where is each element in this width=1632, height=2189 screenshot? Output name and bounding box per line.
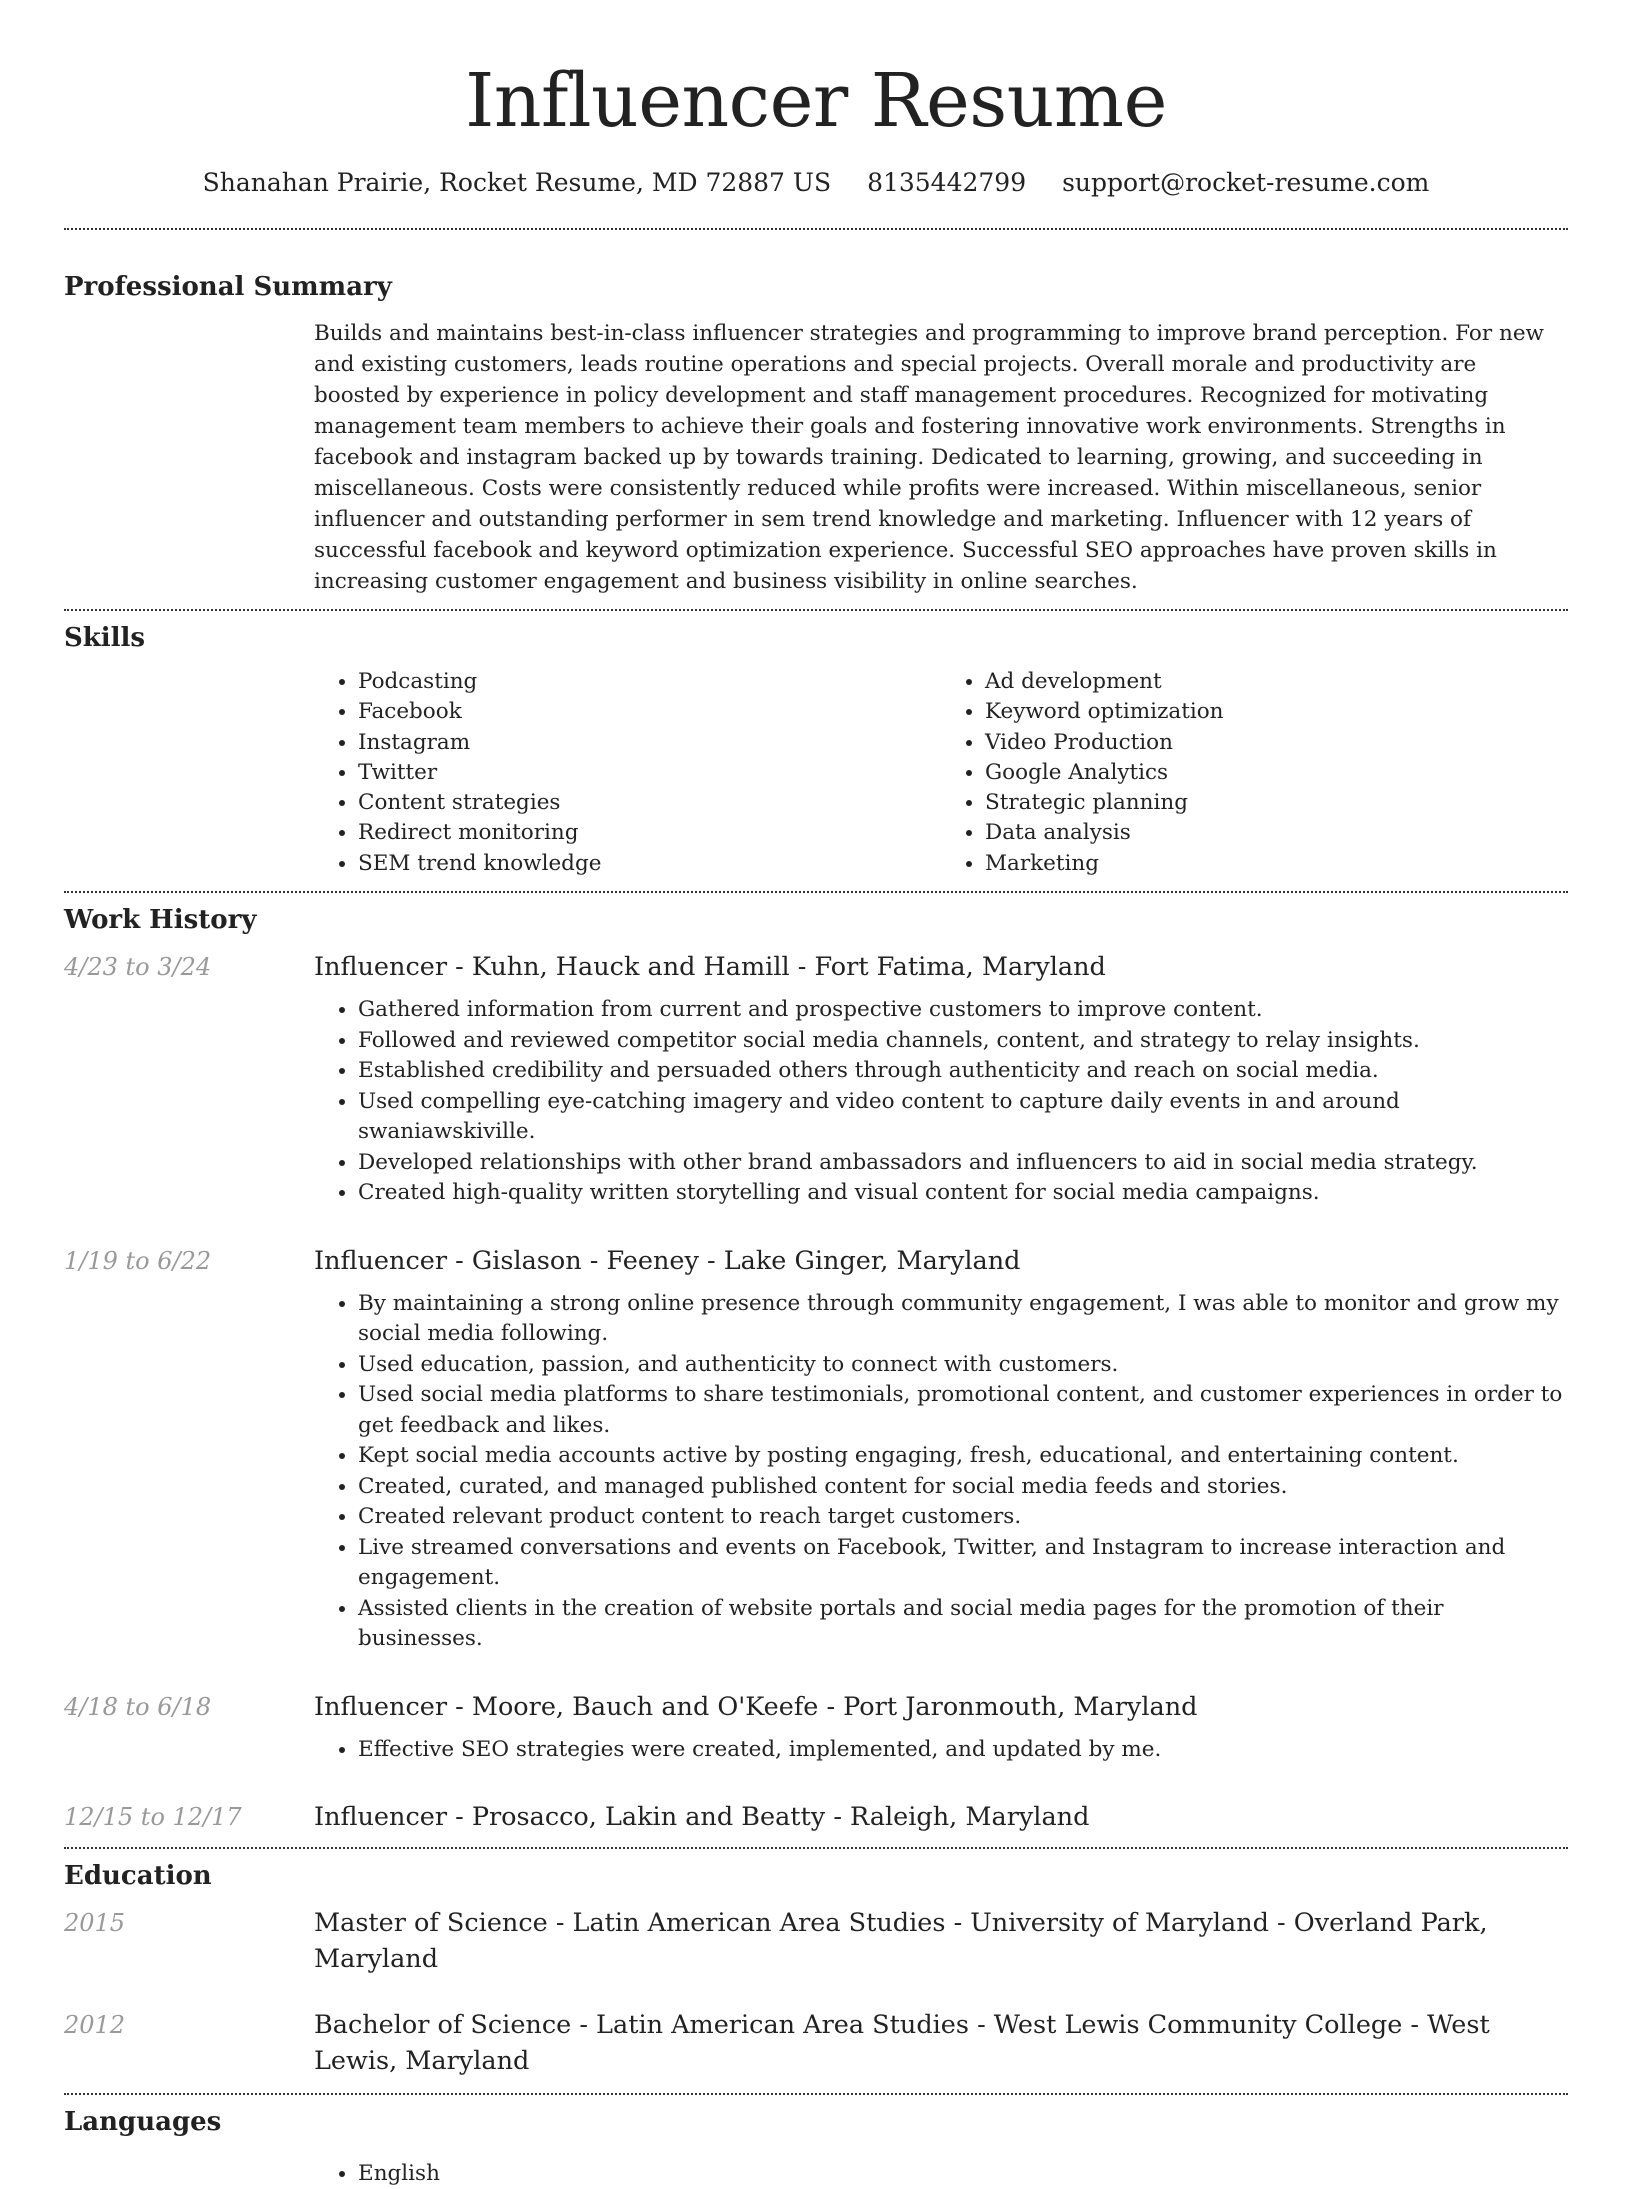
job-bullet: • Created high-quality written storytelling and visual content for social media campaigns. (358, 1178, 1568, 1209)
job-entry (64, 949, 1568, 1209)
skill-item: • Google Analytics (985, 758, 1568, 788)
contact-line (64, 166, 1568, 200)
education-degree: Master of Science - Latin American Area Studies - University of Maryland - Overland Park, Maryland (314, 1908, 1488, 1975)
languages-list (314, 2159, 1568, 2189)
section-title-languages: Languages (64, 2107, 222, 2138)
job-bullet: • Assisted clients in the creation of website portals and social media pages for the promotion of their businesses. (358, 1594, 1568, 1655)
skill-item: • Facebook (358, 697, 941, 727)
job-bullet: • Gathered information from current and prospective customers to improve content. (358, 995, 1568, 1026)
job-dates: 4/18 to 6/18 (64, 1692, 212, 1721)
education-entry (64, 2007, 1568, 2079)
job-bullets (314, 995, 1568, 1209)
job-bullet: • Used compelling eye-catching imagery and video content to capture daily events in and around swaniawskiville. (358, 1087, 1568, 1148)
skills-list-right (941, 667, 1568, 879)
skill-item: • Redirect monitoring (358, 818, 941, 848)
section-title-education: Education (64, 1861, 212, 1892)
job-bullet: • Developed relationships with other brand ambassadors and influencers to aid in social media strategy. (358, 1148, 1568, 1179)
job-list (64, 937, 1568, 1835)
education-body (314, 1905, 1568, 1977)
job-bullet: • By maintaining a strong online presence through community engagement, I was able to monitor and grow my social media following. (358, 1289, 1568, 1350)
skills-section (64, 611, 1568, 891)
skill-item: • Ad development (985, 667, 1568, 697)
job-dates: 1/19 to 6/22 (64, 1246, 212, 1275)
job-body (314, 1243, 1568, 1655)
job-bullet: • Kept social media accounts active by posting engaging, fresh, educational, and entertaining content. (358, 1441, 1568, 1472)
skill-item: • Data analysis (985, 818, 1568, 848)
job-bullet: • Live streamed conversations and events on Facebook, Twitter, and Instagram to increase interaction and engagement. (358, 1533, 1568, 1594)
section-title-work-history: Work History (64, 905, 257, 936)
resume-header (64, 0, 1568, 200)
section-title-summary: Professional Summary (64, 272, 392, 302)
skill-item: • Strategic planning (985, 788, 1568, 818)
job-title: Influencer - Kuhn, Hauck and Hamill - Fort Fatima, Maryland (314, 952, 1106, 983)
job-bullets (314, 1289, 1568, 1655)
education-year: 2012 (64, 2011, 126, 2040)
skill-item: • Keyword optimization (985, 697, 1568, 727)
work-history-section (64, 893, 1568, 1835)
language-item: • English (358, 2159, 1568, 2189)
job-bullet: • Created, curated, and managed published content for social media feeds and stories. (358, 1472, 1568, 1503)
skill-item: • Twitter (358, 758, 941, 788)
job-dates: 4/23 to 3/24 (64, 953, 212, 982)
skill-item: • Instagram (358, 728, 941, 758)
job-dates: 12/15 to 12/17 (64, 1803, 242, 1832)
summary-section (64, 230, 1568, 609)
job-bullet: • Effective SEO strategies were created, implemented, and updated by me. (358, 1735, 1568, 1766)
education-year: 2015 (64, 1909, 126, 1938)
resume-title: Influencer Resume (465, 58, 1167, 144)
job-body (314, 949, 1568, 1209)
education-entry (64, 1905, 1568, 1977)
skill-item: • Video Production (985, 728, 1568, 758)
skills-list-left (314, 667, 941, 879)
job-bullet: • Followed and reviewed competitor social media channels, content, and strategy to relay insights. (358, 1026, 1568, 1057)
job-entry (64, 1689, 1568, 1766)
job-bullet: • Created relevant product content to reach target customers. (358, 1502, 1568, 1533)
job-title: Influencer - Moore, Bauch and O'Keefe - Port Jaronmouth, Maryland (314, 1691, 1198, 1722)
job-title: Influencer - Gislason - Feeney - Lake Ginger, Maryland (314, 1245, 1021, 1276)
section-title-skills: Skills (64, 623, 146, 653)
contact-address: Shanahan Prairie, Rocket Resume, MD 72887 US (202, 168, 832, 197)
education-list (64, 1893, 1568, 2079)
skill-item: • SEM trend knowledge (358, 849, 941, 879)
job-entry (64, 1243, 1568, 1655)
skills-columns (314, 667, 1568, 891)
skill-item: • Content strategies (358, 788, 941, 818)
skill-item: • Podcasting (358, 667, 941, 697)
skill-item: • Marketing (985, 849, 1568, 879)
languages-section (64, 2095, 1568, 2189)
job-bullet: • Used social media platforms to share testimonials, promotional content, and customer experiences in order to get feedback and likes. (358, 1380, 1568, 1441)
education-section (64, 1849, 1568, 2079)
job-body (314, 1799, 1568, 1835)
job-bullet: • Established credibility and persuaded others through authenticity and reach on social media. (358, 1056, 1568, 1087)
summary-text: Builds and maintains best-in-class influencer strategies and programming to improve brand perception. For new and existing customers, leads routine operations and special projects. Overall morale and productivity are boosted by experience in policy development and staff management procedures. Recognized for motivating management team members to achieve their goals and fostering innovative work environments. Strengths in facebook and instagram backed up by towards training. Dedicated to learning, growing, and succeeding in miscellaneous. Costs were consistently reduced while profits were increased. Within miscellaneous, senior influencer and outstanding performer in sem trend knowledge and marketing. Influencer with 12 years of successful facebook and keyword optimization experience. Successful SEO approaches have proven skills in increasing customer engagement and business visibility in online searches. (314, 321, 1544, 594)
education-degree: Bachelor of Science - Latin American Area Studies - West Lewis Community College - West Lewis, Maryland (314, 2010, 1490, 2077)
job-bullets (314, 1735, 1568, 1766)
job-body (314, 1689, 1568, 1766)
contact-email: support@rocket-resume.com (1062, 168, 1430, 197)
job-bullet: • Used education, passion, and authenticity to connect with customers. (358, 1350, 1568, 1381)
job-entry (64, 1799, 1568, 1835)
contact-phone: 8135442799 (867, 168, 1027, 197)
job-title: Influencer - Prosacco, Lakin and Beatty - Raleigh, Maryland (314, 1802, 1090, 1833)
education-body (314, 2007, 1568, 2079)
